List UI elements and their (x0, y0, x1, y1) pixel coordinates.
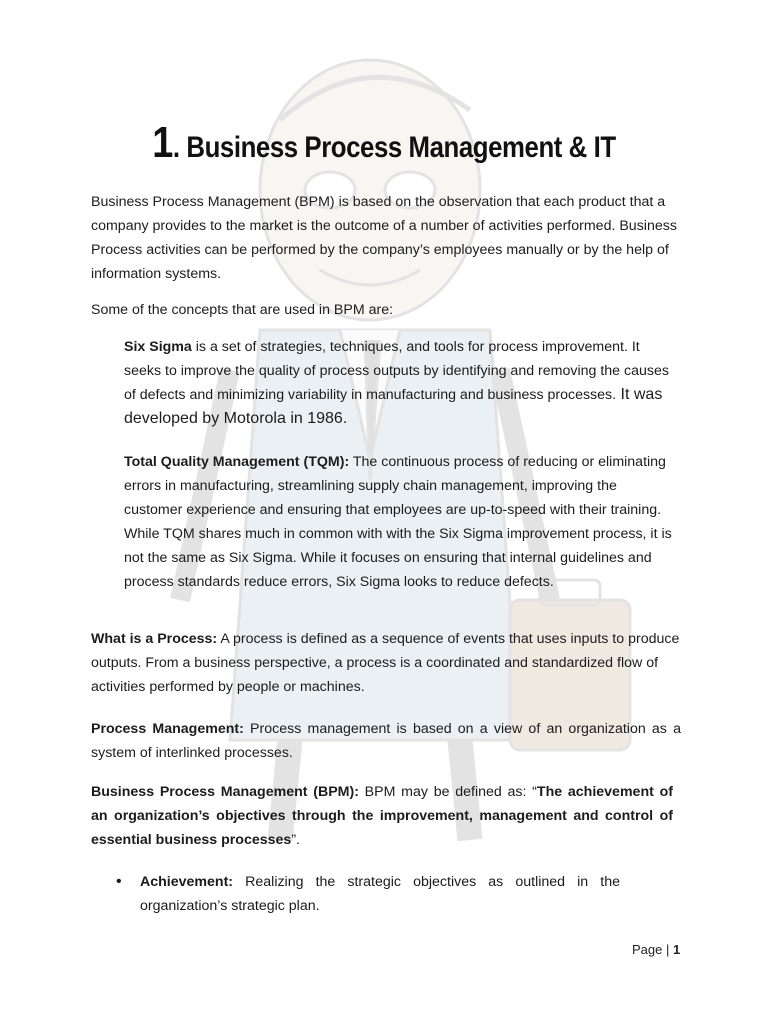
bpm-quote: The achievement of an organization’s objectives through the improvement, management and control of essential business processes (91, 784, 673, 848)
process-management-term: Process Management: (91, 721, 244, 737)
intro-paragraph: Business Process Management (BPM) is based on the observation that each product that a company provides to the market is the outcome of a number of activities performed. Business Process activities can be performed by the company’s employees manually or by the help of information systems. (91, 194, 677, 282)
concepts-lead: Some of the concepts that are used in BPM are: (91, 302, 394, 318)
tqm-text: The continuous process of reducing or eliminating errors in manufacturing, streamlining supply chain management, improving the customer experience and ensuring that employees are up-to-speed with their training. While TQM shares much in common with with the Six Sigma improvement process, it is not the same as Six Sigma. While it focuses on ensuring that internal guidelines and process standards reduce errors, Six Sigma looks to reduce defects. (124, 454, 672, 590)
bpm-term: Business Process Management (BPM): (91, 784, 359, 800)
page-title (54, 118, 714, 168)
bullet-term: Achievement: (140, 874, 234, 890)
six-sigma-term: Six Sigma (124, 339, 192, 355)
process-management-paragraph (91, 717, 681, 765)
process-paragraph (91, 627, 681, 699)
bpm-end: ”. (291, 832, 300, 848)
tqm-term: Total Quality Management (TQM): (124, 454, 350, 470)
tqm-paragraph (124, 450, 676, 594)
footer-separator: | (662, 942, 673, 957)
bpm-text: BPM may be defined as: “ (358, 784, 537, 800)
process-text: A process is defined as a sequence of events that uses inputs to produce outputs. From a business perspective, a process is a coordinated and standardized flow of activities performed by people or machines. (91, 631, 680, 695)
six-sigma-extra: It was developed by Motorola in 1986. (124, 386, 663, 427)
bpm-paragraph (91, 780, 673, 852)
title-text: . Business Process Management & IT (172, 131, 616, 164)
title-number: 1 (152, 118, 173, 167)
footer-page-number: 1 (672, 942, 681, 957)
bullet-text: Realizing the strategic objectives as outlined in the organization’s strategic plan. (140, 874, 620, 914)
process-management-text: Process management is based on a view of an organization as a system of interlinked processes. (91, 721, 681, 761)
six-sigma-text: is a set of strategies, techniques, and tools for process improvement. It seeks to improve the quality of process outputs by identifying and removing the causes of defects and minimizing variability in manufacturing and business processes. (124, 339, 669, 403)
process-term: What is a Process: (91, 631, 218, 647)
bullet-achievement (140, 870, 620, 918)
bullet-dot: • (116, 873, 122, 890)
six-sigma-paragraph (124, 335, 676, 431)
page-footer (632, 942, 680, 957)
footer-label: Page (632, 942, 663, 957)
